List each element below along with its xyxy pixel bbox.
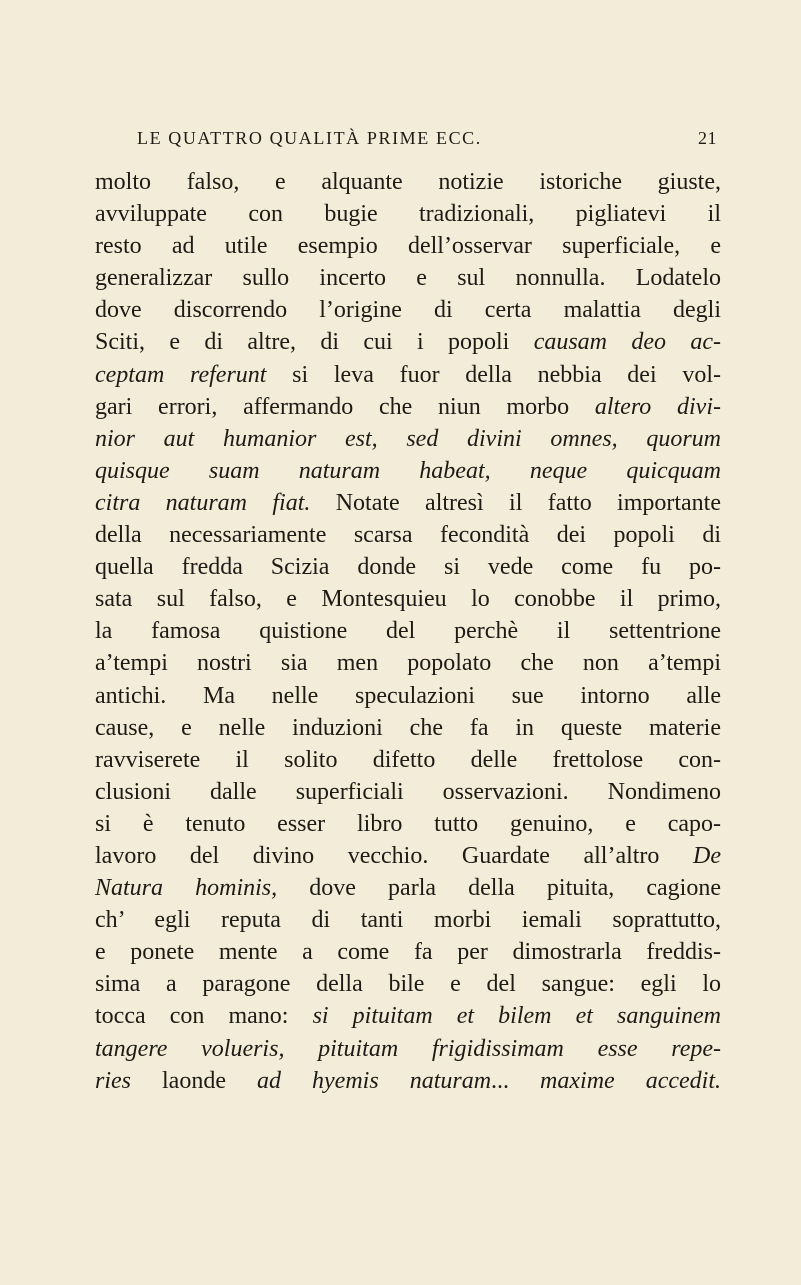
text-segment: clusioni dalle superficiali osservazioni. Nondimeno [95,778,721,805]
page-number: 21 [698,128,717,148]
text-line [95,391,721,423]
text-segment: quella fredda Scizia donde si vede come fu po- [95,554,721,581]
italic-latin-text: causam deo ac- [533,329,721,356]
text-segment: resto ad utile esempio dell’osservar superficiale, e [95,233,721,260]
text-line [95,326,721,358]
text-segment: a’tempi nostri sia men popolato che non a’tempi [95,650,721,677]
body-text [95,166,721,1097]
text-segment: Notate altresì il fatto importante [310,489,722,516]
text-line [95,872,721,904]
text-line [95,294,721,326]
text-line [95,680,721,712]
italic-latin-text: tangere volueris, pituitam frigidissimam esse repe- [95,1035,721,1062]
italic-latin-text: ad hyemis naturam [257,1067,492,1094]
text-segment: ... [491,1067,541,1094]
italic-latin-text: altero divi- [594,393,721,420]
italic-latin-text: ceptam referunt [95,361,267,388]
text-segment: laonde [131,1067,258,1094]
text-segment: cause, e nelle induzioni che fa in queste materie [95,714,721,741]
text-segment: sima a paragone della bile e del sangue: egli lo [95,971,721,998]
text-line [95,1065,721,1097]
text-line [95,455,721,487]
text-line [95,198,721,230]
italic-latin-text: citra naturam fiat. [95,489,311,516]
text-segment: lavoro del divino vecchio. Guardate all’altro [95,842,694,869]
text-segment: e ponete mente a come fa per dimostrarla freddis- [95,939,721,966]
text-line [95,776,721,808]
text-segment: della necessariamente scarsa fecondità dei popoli di [95,522,721,549]
text-line [95,551,721,583]
running-title: LE QUATTRO QUALITÀ PRIME ECC. [137,128,482,148]
text-segment: dove discorrendo l’origine di certa malattia degli [95,297,721,324]
italic-latin-text: De [693,842,721,869]
text-segment: ravviserete il solito difetto delle frettolose con- [95,746,721,773]
italic-latin-text: si pituitam et bilem et sanguinem [312,1003,722,1030]
text-line [95,904,721,936]
text-segment: generalizzar sullo incerto e sul nonnulla. Lodatelo [95,265,721,292]
text-line [95,583,721,615]
text-segment: gari errori, affermando che niun morbo [95,393,595,420]
text-line [95,1033,721,1065]
text-line [95,744,721,776]
text-segment: antichi. Ma nelle speculazioni sue intorno alle [95,682,721,709]
italic-latin-text: nior aut humanior est, sed divini omnes, quorum [95,425,721,452]
text-line [95,262,721,294]
text-line [95,936,721,968]
text-line [95,712,721,744]
text-segment: si è tenuto esser libro tutto genuino, e capo- [95,810,721,837]
italic-latin-text: Natura hominis, [95,875,278,902]
italic-latin-text: maxime accedit. [540,1067,721,1094]
text-line [95,840,721,872]
text-line [95,166,721,198]
text-line [95,230,721,262]
text-segment: tocca con mano: [95,1003,313,1030]
text-segment: molto falso, e alquante notizie istoriche giuste, [95,169,721,195]
text-line [95,423,721,455]
text-line [95,968,721,1000]
text-segment: dove parla della pituita, cagione [277,875,721,902]
text-segment: Sciti, e di altre, di cui i popoli [95,329,534,356]
text-line [95,808,721,840]
text-line [95,615,721,647]
text-segment: sata sul falso, e Montesquieu lo conobbe il primo, [95,586,721,613]
text-segment: la famosa quistione del perchè il settentrione [95,618,721,645]
running-header [95,128,717,156]
text-line [95,647,721,679]
text-line [95,487,721,519]
text-line [95,519,721,551]
italic-latin-text: quisque suam naturam habeat, neque quicquam [95,457,721,484]
text-line [95,1000,721,1032]
text-segment: si leva fuor della nebbia dei vol- [266,361,722,388]
text-line [95,359,721,391]
text-segment: ch’ egli reputa di tanti morbi iemali soprattutto, [95,907,721,934]
italic-latin-text: ries [95,1067,131,1094]
text-segment: avviluppate con bugie tradizionali, pigliatevi il [95,201,721,228]
